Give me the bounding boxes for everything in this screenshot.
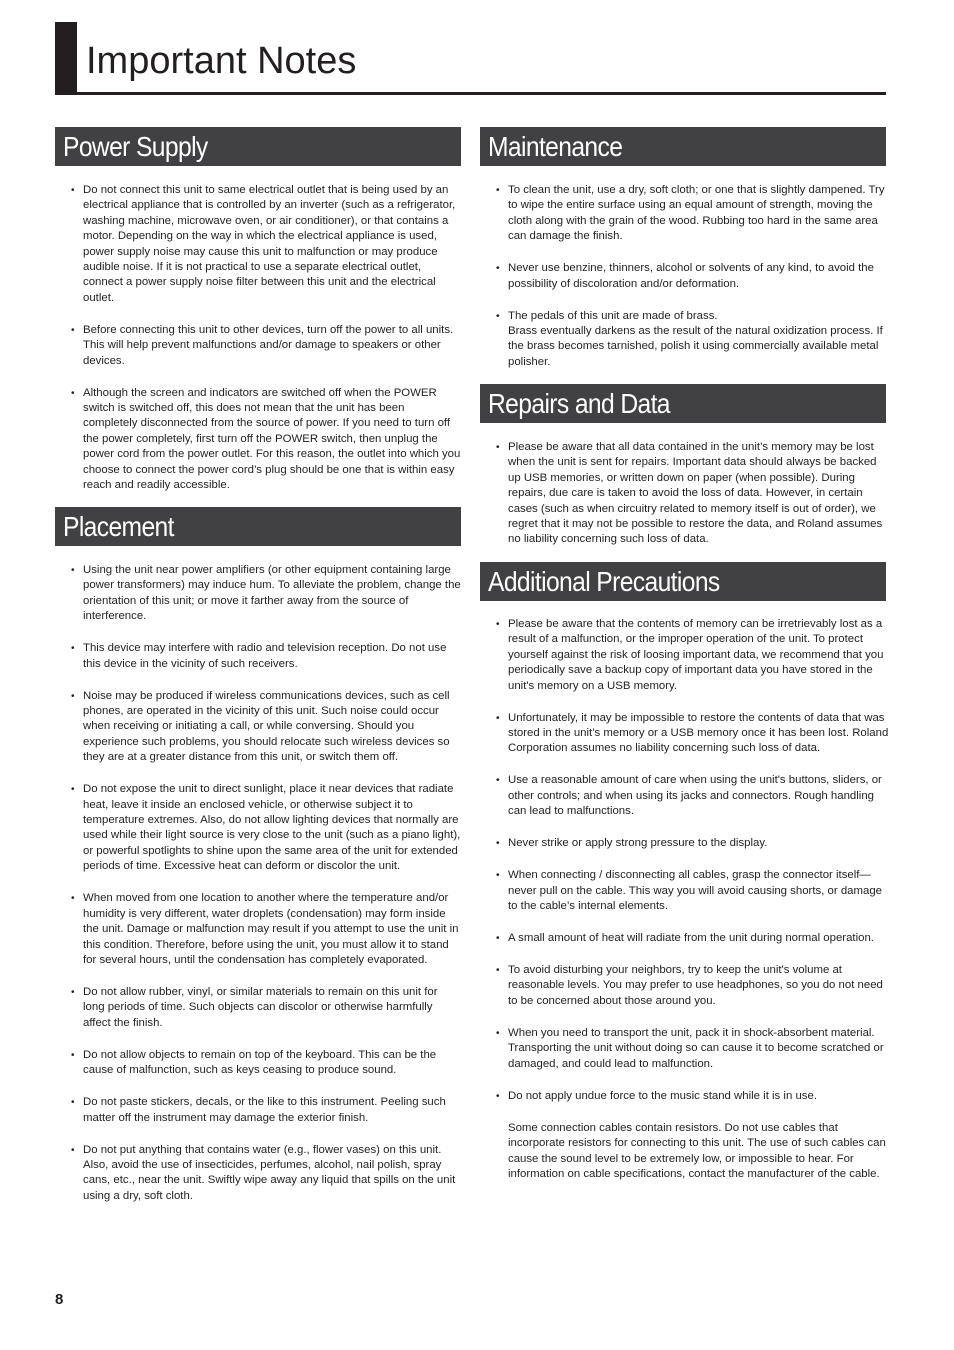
list-item: • Please be aware that the contents of memory can be irretrievably lost as a result of a malfunction, or the improper operation of the unit. To protect yourself against the risk of loosing important data, we recommend that you periodically save a backup copy of important data you have stored in the unit's memory on a USB memory. bbox=[480, 617, 890, 694]
list-item: • When moved from one location to another where the temperature and/or humidity is very different, water droplets (condensation) may form inside the unit. Damage or malfunction may result if you attempt to use the unit in this condition. Therefore, before using the unit, you must allow it to stand for several hours, until the condensation has completely evaporated. bbox=[55, 891, 461, 968]
list-item: • To clean the unit, use a dry, soft cloth; or one that is slightly dampened. Try to wipe the entire surface using an equal amount of strength, moving the cloth along with the grain of the wood. Rubbing too hard in the same area can damage the finish. bbox=[480, 183, 890, 245]
list-item: • Use a reasonable amount of care when using the unit's buttons, sliders, or other controls; and when using its jacks and connectors. Rough handling can lead to malfunctions. bbox=[480, 773, 890, 819]
list-item: • When you need to transport the unit, pack it in shock-absorbent material. Transporting the unit without doing so can cause it to become scratched or damaged, and could lead to malfunction. bbox=[480, 1026, 890, 1072]
list-item: • This device may interfere with radio and television reception. Do not use this device in the vicinity of such receivers. bbox=[55, 641, 461, 672]
list-item: • Do not apply undue force to the music stand while it is in use. bbox=[480, 1089, 890, 1104]
list-item: • A small amount of heat will radiate from the unit during normal operation. bbox=[480, 931, 890, 946]
maintenance-list bbox=[480, 183, 890, 387]
list-item: • Using the unit near power amplifiers (or other equipment containing large power transformers) may induce hum. To alleviate the problem, change the orientation of this unit; or move it farther away from the source of interference. bbox=[55, 563, 461, 625]
section-heading-maintenance: Maintenance bbox=[480, 127, 886, 166]
additional-precautions-list bbox=[480, 617, 890, 1182]
list-item: • The pedals of this unit are made of brass. Brass eventually darkens as the result of the natural oxidization process. If the brass becomes tarnished, polish it using commercially available metal polisher. bbox=[480, 309, 890, 371]
list-item: • Do not allow objects to remain on top of the keyboard. This can be the cause of malfunction, such as keys ceasing to produce sound. bbox=[55, 1048, 461, 1079]
section-heading-additional-precautions: Additional Precautions bbox=[480, 562, 886, 601]
section-heading-placement: Placement bbox=[55, 507, 461, 546]
cable-resistor-note: Some connection cables contain resistors. Do not use cables that incorporate resistors for connecting to this unit. The use of such cables can cause the sound level to be extremely low, or impossible to hear. For information on cable specifications, contact the manufacturer of the cable. bbox=[508, 1121, 886, 1180]
title-divider bbox=[55, 92, 886, 95]
list-item: • Noise may be produced if wireless communications devices, such as cell phones, are operated in the vicinity of this unit. Such noise could occur when receiving or initiating a call, or while conversing. Should you experience such problems, you should relocate such wireless devices so they are at a greater distance from this unit, or switch them off. bbox=[55, 689, 461, 766]
list-item: • Never strike or apply strong pressure to the display. bbox=[480, 836, 890, 851]
page-number: 8 bbox=[55, 1291, 64, 1308]
list-item: • To avoid disturbing your neighbors, try to keep the unit's volume at reasonable levels. You may prefer to use headphones, so you do not need to be concerned about those around you. bbox=[480, 963, 890, 1009]
title-accent-bar bbox=[55, 22, 77, 94]
power-supply-list bbox=[55, 183, 461, 510]
list-item: • Do not put anything that contains water (e.g., flower vases) on this unit. Also, avoid the use of insecticides, perfumes, alcohol, nail polish, spray cans, etc., near the unit. Swiftly wipe away any liquid that spills on the unit using a dry, soft cloth. bbox=[55, 1143, 461, 1205]
list-item: • When connecting / disconnecting all cables, grasp the connector itself—never pull on the cable. This way you will avoid causing shorts, or damage to the cable’s internal elements. bbox=[480, 868, 890, 914]
repairs-list bbox=[480, 440, 886, 564]
section-heading-repairs-and-data: Repairs and Data bbox=[480, 384, 886, 423]
list-item: • Before connecting this unit to other devices, turn off the power to all units. This will help prevent malfunctions and/or damage to speakers or other devices. bbox=[55, 323, 461, 369]
list-item: • Do not paste stickers, decals, or the like to this instrument. Peeling such matter off the instrument may damage the exterior finish. bbox=[55, 1095, 461, 1126]
section-heading-power-supply: Power Supply bbox=[55, 127, 461, 166]
placement-list bbox=[55, 563, 461, 1221]
list-item: • Never use benzine, thinners, alcohol or solvents of any kind, to avoid the possibility of discoloration and/or deformation. bbox=[480, 261, 890, 292]
list-item: • Do not connect this unit to same electrical outlet that is being used by an electrical appliance that is controlled by an inverter (such as a refrigerator, washing machine, microwave oven, or air conditioner), or that contains a motor. Depending on the way in which the electrical appliance is used, power supply noise may cause this unit to malfunction or may produce audible noise. If it is not practical to use a separate electrical outlet, connect a power supply noise filter between this unit and the electrical outlet. bbox=[55, 183, 461, 306]
list-item: • Unfortunately, it may be impossible to restore the contents of data that was stored in the unit’s memory or a USB memory once it has been lost. Roland Corporation assumes no liability concerning such loss of data. bbox=[480, 711, 890, 757]
list-item: • Please be aware that all data contained in the unit’s memory may be lost when the unit is sent for repairs. Important data should always be backed up USB memories, or written down on paper (when possible). During repairs, due care is taken to avoid the loss of data. However, in certain cases (such as when circuitry related to memory itself is out of order), we regret that it may not be possible to restore the data, and Roland assumes no liability concerning such loss of data. bbox=[480, 440, 886, 548]
list-item: • Although the screen and indicators are switched off when the POWER switch is switched off, this does not mean that the unit has been completely disconnected from the source of power. If you need to turn off the power completely, first turn off the POWER switch, then unplug the power cord from the power outlet. For this reason, the outlet into which you choose to connect the power cord’s plug should be one that is within easy reach and readily accessible. bbox=[55, 386, 461, 494]
list-item: • Do not expose the unit to direct sunlight, place it near devices that radiate heat, leave it inside an enclosed vehicle, or otherwise subject it to temperature extremes. Also, do not allow lighting devices that normally are used while their light source is very close to the unit (such as a piano light), or powerful spotlights to shine upon the same area of the unit for extended periods of time. Excessive heat can deform or discolor the unit. bbox=[55, 782, 461, 874]
page-title: Important Notes bbox=[86, 40, 357, 82]
list-item: • Do not allow rubber, vinyl, or similar materials to remain on this unit for long periods of time. Such objects can discolor or otherwise harmfully affect the finish. bbox=[55, 985, 461, 1031]
